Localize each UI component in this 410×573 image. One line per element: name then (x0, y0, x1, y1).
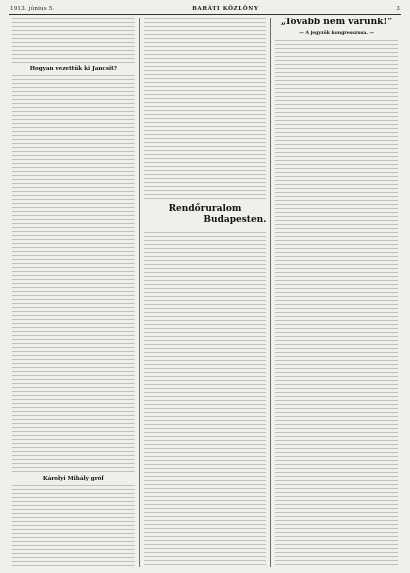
issue-date: 1913. június 5. (10, 6, 55, 12)
column-1 (8, 18, 139, 567)
article-subtitle: — A jegyzők kongresszusa. — (299, 31, 375, 36)
article-title: Budapesten. (203, 215, 267, 225)
masthead-rule (9, 14, 401, 15)
section-heading: Hogyan vezettük ki Jancsit? (29, 66, 117, 72)
text-block (12, 75, 135, 473)
text-block (12, 18, 135, 64)
article-title: „Tovább nem várunk!” (280, 18, 393, 27)
page-number: 3 (396, 6, 400, 12)
text-columns (8, 18, 402, 567)
text-block (144, 232, 267, 567)
section-heading: Károlyi Mihály gróf (42, 476, 104, 482)
article-title: Rendőruralom (168, 204, 242, 214)
column-3 (270, 18, 402, 567)
text-block (275, 40, 398, 567)
text-block (12, 485, 135, 567)
page-masthead (8, 6, 402, 14)
paper-title: BARÁTI KÖZLÖNY (192, 6, 259, 12)
text-block (144, 18, 267, 201)
column-2 (139, 18, 271, 567)
